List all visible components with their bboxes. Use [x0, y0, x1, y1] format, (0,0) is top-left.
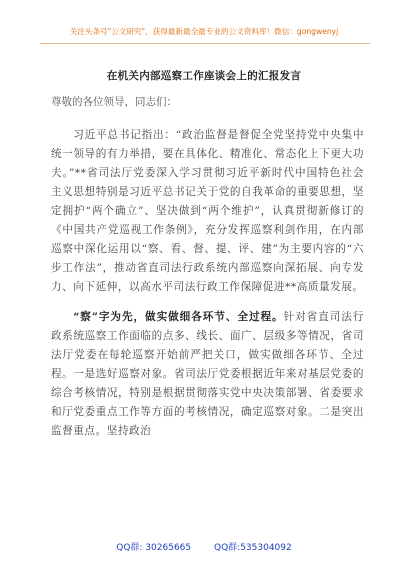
- qq-group-1: QQ群: 30265665: [116, 543, 192, 553]
- document-body: [51, 126, 364, 452]
- paragraph-2-lead: “察”字为先，做实做细各环节、全过程。: [73, 311, 284, 323]
- document-title: 在机关内部巡察工作座谈会上的汇报发言: [106, 70, 302, 82]
- paragraph-2-body: 针对省直司法行政系统巡察工作面临的点多、线长、面广、层级多等情况，省司法厅党委在每轮巡察开始前严把关口，做实做细各环节、全过程。一是选好巡察对象。省司法厅党委根据近年来对基层党委的综合考核情况，特别是根据贯彻落实党中央决策部署、省委要求和厅党委重点工作等方面的考核情况，确定巡察对象。二是突出监督重点。坚持政治: [51, 311, 364, 437]
- qq-group-2: QQ群:535304092: [214, 543, 292, 553]
- paragraph-1: 习近平总书记指出：“政治监督是督促全党坚持党中央集中统一领导的有力举措，要在具体化、精准化、常态化上下更大功夫。”**省司法厅党委深入学习贯彻习近平新时代中国特色社会主义思想特别是习近平总书记关于党的自我革命的重要思想，坚定拥护“两个确立”、坚决做到“两个维护”，认真贯彻新修订的《中国共产党巡视工作条例》，充分发挥巡察利剑作用，在内部巡察中深化运用以“察、看、督、提、评、建”为主要内容的“六步工作法”，推动省直司法行政系统内部巡察向深拓展、向专发力、向下延伸，以高水平司法行政工作保障促进**高质量发展。: [51, 129, 364, 293]
- paragraph-2: [51, 308, 364, 441]
- header-divider: [40, 43, 370, 44]
- footer: [0, 540, 408, 553]
- promo-header: 关注头条号"公文研究"，获得最新最全最专业的公文资料库！微信：gongwenyj: [69, 27, 339, 36]
- salutation: 尊敬的各位领导，同志们：: [51, 96, 177, 108]
